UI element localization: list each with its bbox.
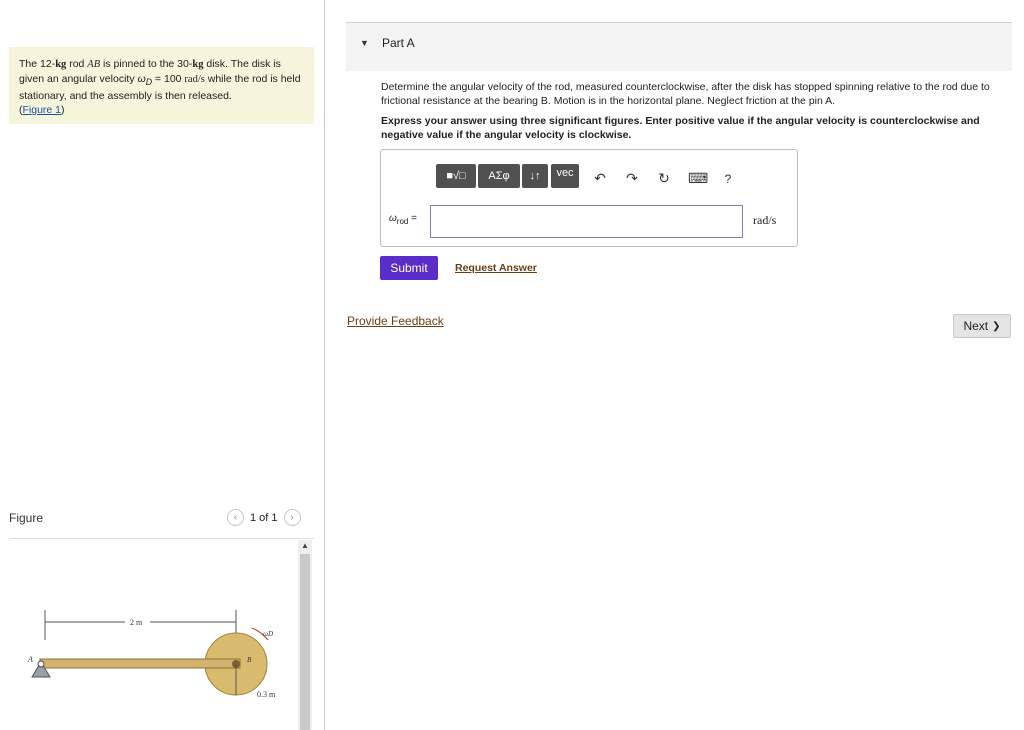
vector-button[interactable]	[551, 164, 579, 188]
answer-unit: rad/s	[753, 213, 777, 227]
figure-pager	[227, 509, 301, 526]
greek-symbols-icon: ΑΣφ	[488, 170, 510, 182]
chevron-right-icon: ❯	[992, 320, 1001, 332]
prev-figure-button[interactable]	[227, 509, 244, 526]
part-header[interactable]	[346, 22, 1012, 71]
figure-title: Figure	[9, 511, 44, 525]
figure-scrollbar[interactable]	[298, 540, 312, 730]
collapse-caret-icon: ▼	[360, 38, 369, 48]
figure-link[interactable]: Figure 1	[22, 104, 62, 117]
next-button[interactable]	[953, 314, 1011, 338]
instruction-text: Express your answer using three significant figures. Enter positive value if the angular velocity is counterclockwise and negative value if the angular velocity is clockwise.	[381, 115, 980, 141]
question-text: Determine the angular velocity of the rod, measured counterclockwise, after the disk has stopped spinning relative to the rod due to frictional resistance at the bearing B. Motion is in the horizontal plane. Neglect friction at the pin A.	[381, 81, 990, 107]
vec-icon: vec	[556, 167, 574, 179]
templates-button[interactable]	[436, 164, 476, 188]
submit-button[interactable]: Submit	[380, 256, 438, 280]
answer-label: $\omega_{rod}$ =	[389, 213, 417, 226]
scroll-thumb[interactable]	[300, 554, 310, 730]
answer-input[interactable]	[430, 205, 743, 238]
problem-statement: The 12-kg rod AB is pinned to the 30-kg disk. The disk is given an angular velocity $\omega_D = 100$ rad/s while the rod is held stationary, and the assembly is then released. (Figure 1)	[9, 47, 314, 124]
keyboard-icon[interactable]: ⌨	[688, 170, 709, 186]
panel-divider	[324, 0, 325, 730]
rod	[40, 659, 240, 668]
label-b: B	[247, 656, 252, 664]
request-answer-link[interactable]: Request Answer	[455, 262, 537, 274]
chevron-left-icon: ‹	[233, 512, 238, 523]
provide-feedback-link[interactable]: Provide Feedback	[347, 314, 444, 328]
pin-a	[38, 661, 44, 667]
templates-icon: ■√□	[446, 170, 466, 182]
omega-label: ωD	[263, 630, 273, 638]
symbols-button[interactable]	[478, 164, 520, 188]
scroll-up-icon[interactable]: ▲	[301, 541, 309, 550]
subscript-button[interactable]	[522, 164, 548, 188]
updown-arrows-icon: ↓↑	[529, 170, 541, 182]
length-label: 2 m	[130, 618, 143, 627]
pager-text: 1 of 1	[250, 511, 278, 524]
figure-header	[9, 508, 314, 539]
undo-icon[interactable]: ↶	[594, 170, 606, 186]
figure-diagram	[20, 600, 295, 710]
part-title: Part A	[382, 36, 415, 50]
label-a: A	[28, 655, 33, 664]
next-figure-button[interactable]	[284, 509, 301, 526]
reset-icon[interactable]: ↻	[658, 170, 670, 186]
next-label: Next	[963, 319, 989, 333]
chevron-right-icon: ›	[290, 512, 294, 523]
help-icon[interactable]: ?	[724, 172, 732, 186]
redo-icon[interactable]: ↷	[626, 170, 638, 186]
radius-label: 0.3 m	[257, 690, 276, 699]
